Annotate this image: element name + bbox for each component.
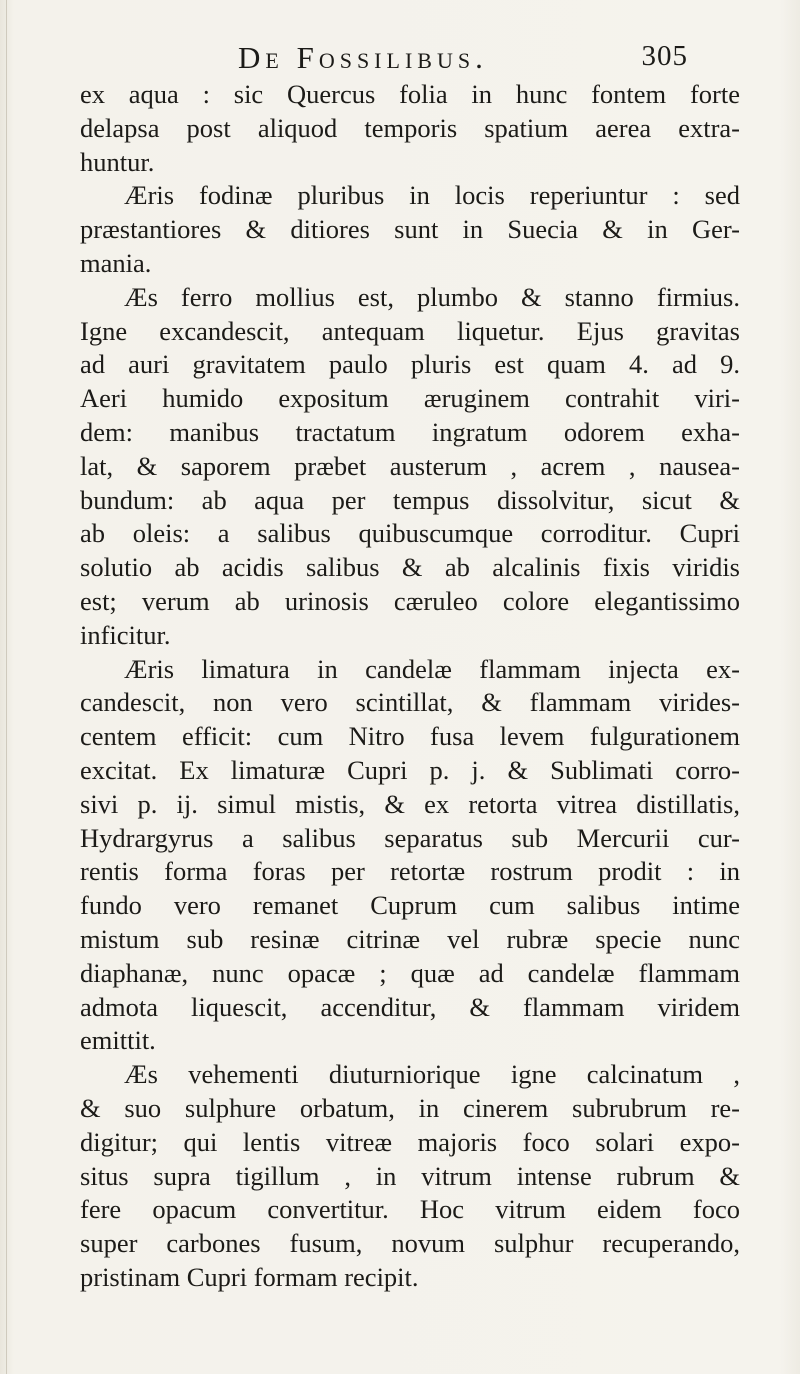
text-line: huntur. bbox=[80, 146, 155, 177]
text-line: diaphanæ, nunc opacæ ; quæ ad candelæ flammam bbox=[80, 957, 740, 988]
text-line: ad auri gravitatem paulo pluris est quam 4. ad 9. bbox=[80, 349, 740, 380]
text-line: Æs ferro mollius est, plumbo & stanno firmius. bbox=[124, 281, 740, 312]
text-line: Æris limatura in candelæ flammam injecta ex- bbox=[124, 653, 740, 684]
text-line: emittit. bbox=[80, 1025, 156, 1056]
text-line: Hydrargyrus a salibus separatus sub Mercurii cur- bbox=[80, 822, 740, 853]
text-line: dem: manibus tractatum ingratum odorem exha- bbox=[80, 416, 740, 447]
text-line: Igne excandescit, antequam liquetur. Ejus gravitas bbox=[80, 315, 740, 346]
body-text bbox=[80, 78, 740, 1295]
text-line: fere opacum convertitur. Hoc vitrum eidem foco bbox=[80, 1194, 740, 1225]
text-line: candescit, non vero scintillat, & flammam virides- bbox=[80, 687, 740, 718]
text-line: rentis forma foras per retortæ rostrum prodit : in bbox=[80, 856, 740, 887]
running-title: De Fossilibus. bbox=[238, 40, 488, 75]
text-line: delapsa post aliquod temporis spatium aerea extra- bbox=[80, 112, 740, 143]
text-line: est; verum ab urinosis cæruleo colore elegantissimo bbox=[80, 585, 740, 616]
text-line: lat, & saporem præbet austerum , acrem , nausea- bbox=[80, 450, 740, 481]
text-line: situs supra tigillum , in vitrum intense rubrum & bbox=[80, 1160, 740, 1191]
text-line: mistum sub resinæ citrinæ vel rubræ specie nunc bbox=[80, 923, 740, 954]
text-line: digitur; qui lentis vitreæ majoris foco solari expo- bbox=[80, 1126, 740, 1157]
text-line: Aeri humido expositum æruginem contrahit viri- bbox=[80, 383, 740, 414]
text-line: fundo vero remanet Cuprum cum salibus intime bbox=[80, 890, 740, 921]
text-line: pristinam Cupri formam recipit. bbox=[80, 1261, 419, 1292]
text-line: præstantiores & ditiores sunt in Suecia & in Ger- bbox=[80, 214, 740, 245]
text-line: Æris fodinæ pluribus in locis reperiuntur : sed bbox=[124, 180, 740, 211]
text-line: mania. bbox=[80, 247, 152, 278]
text-line: ex aqua : sic Quercus folia in hunc fontem forte bbox=[80, 79, 740, 109]
text-line: sivi p. ij. simul mistis, & ex retorta vitrea distillatis, bbox=[80, 788, 740, 819]
text-line: excitat. Ex limaturæ Cupri p. j. & Sublimati corro- bbox=[80, 754, 740, 785]
page-number: 305 bbox=[641, 40, 688, 72]
text-line: inficitur. bbox=[80, 619, 171, 650]
text-line: super carbones fusum, novum sulphur recuperando, bbox=[80, 1228, 740, 1259]
text-line: Æs vehementi diuturniorique igne calcinatum , bbox=[124, 1059, 740, 1090]
text-line: centem efficit: cum Nitro fusa levem fulgurationem bbox=[80, 721, 740, 752]
text-line: ab oleis: a salibus quibuscumque corroditur. Cupri bbox=[80, 518, 740, 549]
page-edge bbox=[6, 0, 7, 1374]
text-line: solutio ab acidis salibus & ab alcalinis fixis viridis bbox=[80, 552, 740, 583]
text-line: & suo sulphure orbatum, in cinerem subrubrum re- bbox=[80, 1092, 740, 1123]
text-line: bundum: ab aqua per tempus dissolvitur, sicut & bbox=[80, 484, 740, 515]
text-line: admota liquescit, accenditur, & flammam viridem bbox=[80, 991, 740, 1022]
